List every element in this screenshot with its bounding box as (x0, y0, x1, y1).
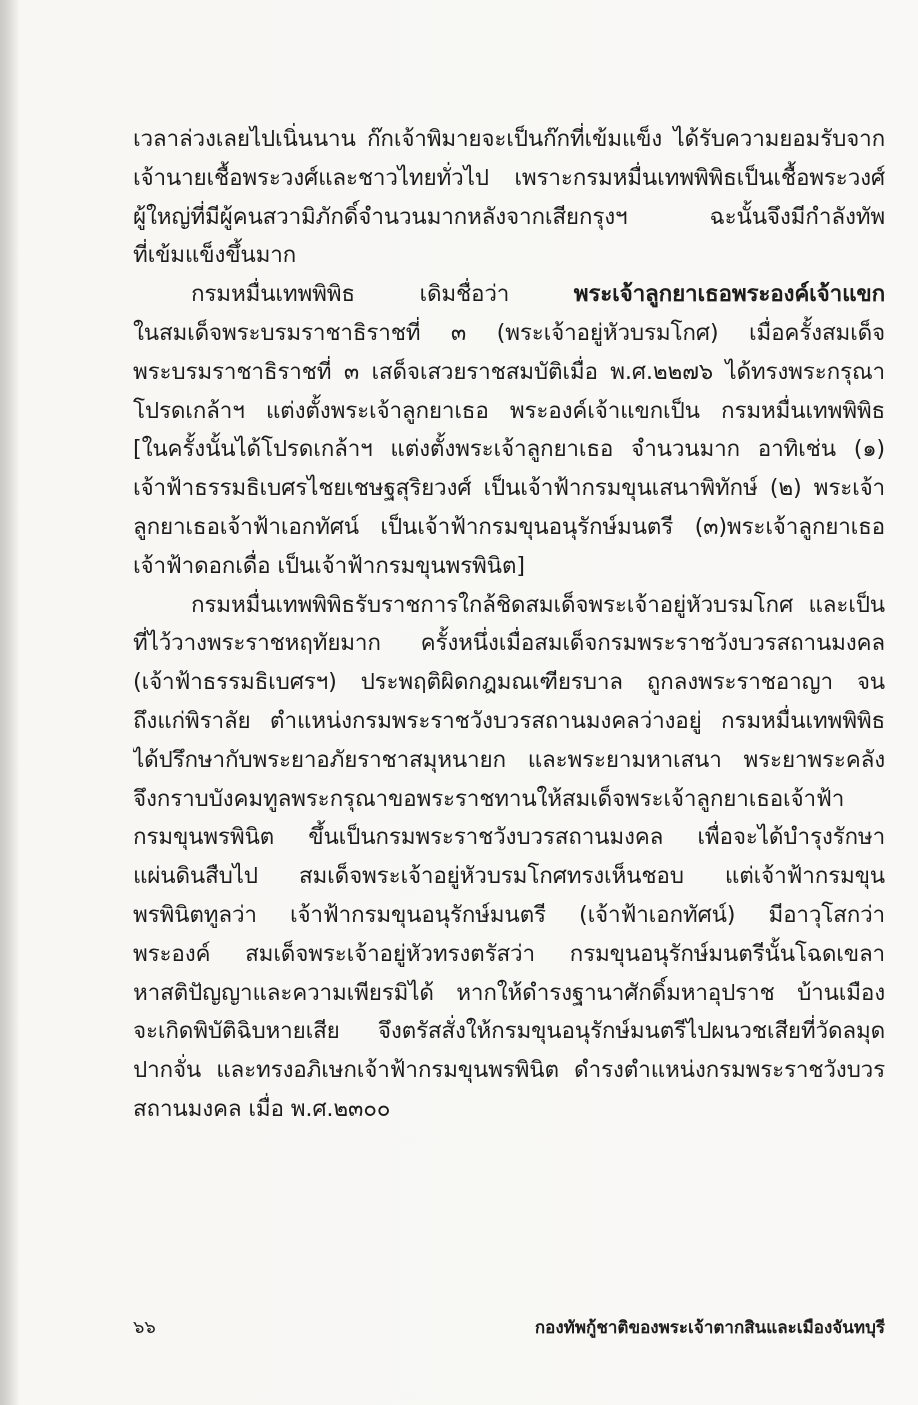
text-line: พรพินิตทูลว่า เจ้าฟ้ากรมขุนอนุรักษ์มนตรี (เจ้าฟ้าเอกทัศน์) มีอาวุโสกว่า (133, 901, 885, 928)
text-line: เจ้านายเชื้อพระวงศ์และชาวไทยทั่วไป เพราะกรมหมื่นเทพพิพิธเป็นเชื้อพระวงศ์ (133, 164, 885, 191)
text-line: จึงกราบบังคมทูลพระกรุณาขอพระราชทานให้สมเด็จพระเจ้าลูกยาเธอเจ้าฟ้า (133, 785, 845, 812)
binding-shadow (0, 0, 20, 1405)
text-line: พระองค์ สมเด็จพระเจ้าอยู่หัวทรงตรัสว่า กรมขุนอนุรักษ์มนตรีนั้นโฉดเขลา (133, 940, 885, 967)
text-line: ผู้ใหญ่ที่มีผู้คนสวามิภักดิ์จำนวนมากหลังจากเสียกรุงฯ ฉะนั้นจึงมีกำลังทัพ (133, 203, 885, 230)
text-line: เจ้าฟ้าดอกเดื่อ เป็นเจ้าฟ้ากรมขุนพรพินิต] (133, 552, 525, 579)
text-line: เวลาล่วงเลยไปเนิ่นนาน ก๊กเจ้าพิมายจะเป็นก๊กที่เข้มแข็ง ได้รับความยอมรับจาก (133, 126, 885, 152)
paragraph-first-line (133, 275, 885, 314)
text-line: แผ่นดินสืบไป สมเด็จพระเจ้าอยู่หัวบรมโกศทรงเห็นชอบ แต่เจ้าฟ้ากรมขุน (133, 863, 885, 890)
text-line: [ในครั้งนั้นได้โปรดเกล้าฯ แต่งตั้งพระเจ้าลูกยาเธอ จำนวนมาก อาทิเช่น (๑) (133, 436, 885, 463)
text-line: พระบรมราชาธิราชที่ ๓ เสด็จเสวยราชสมบัติเมื่อ พ.ศ.๒๒๗๖ ได้ทรงพระกรุณา (133, 358, 885, 385)
text-line: ลูกยาเธอเจ้าฟ้าเอกทัศน์ เป็นเจ้าฟ้ากรมขุนอนุรักษ์มนตรี (๓)พระเจ้าลูกยาเธอ (133, 513, 885, 540)
page-number: ๖๖ (133, 1317, 156, 1338)
text-line: ถึงแก่พิราลัย ตำแหน่งกรมพระราชวังบวรสถานมงคลว่างอยู่ กรมหมื่นเทพพิพิธ (133, 707, 885, 734)
text-line: จะเกิดพิบัติฉิบหายเสีย จึงตรัสสั่งให้กรมขุนอนุรักษ์มนตรีไปผนวชเสียที่วัดลมุด (133, 1018, 885, 1045)
text-line: โปรดเกล้าฯ แต่งตั้งพระเจ้าลูกยาเธอ พระองค์เจ้าแขกเป็น กรมหมื่นเทพพิพิธ (133, 397, 885, 424)
paragraph-intro-text: กรมหมื่นเทพพิพิธ เดิมชื่อว่า (191, 281, 574, 308)
text-line: ปากจั่น และทรงอภิเษกเจ้าฟ้ากรมขุนพรพินิต ดำรงตำแหน่งกรมพระราชวังบวร (133, 1057, 885, 1084)
text-line: ได้ปรึกษากับพระยาอภัยราชาสมุหนายก และพระยามหาเสนา พระยาพระคลัง (133, 746, 885, 773)
page-footer (133, 1313, 885, 1343)
text-line: กรมขุนพรพินิต ขึ้นเป็นกรมพระราชวังบวรสถานมงคล เพื่อจะได้บำรุงรักษา (133, 824, 885, 851)
text-line: (เจ้าฟ้าธรรมธิเบศรฯ) ประพฤติผิดกฎมณเฑียรบาล ถูกลงพระราชอาญา จน (133, 669, 885, 696)
text-line: ที่ไว้วางพระราชหฤทัยมาก ครั้งหนึ่งเมื่อสมเด็จกรมพระราชวังบวรสถานมงคล (133, 630, 885, 657)
text-line: ในสมเด็จพระบรมราชาธิราชที่ ๓ (พระเจ้าอยู่หัวบรมโกศ) เมื่อครั้งสมเด็จ (133, 319, 885, 346)
prince-name-bold: พระเจ้าลูกยาเธอพระองค์เจ้าแขก (573, 281, 885, 308)
text-line: ที่เข้มแข็งขึ้นมาก (133, 242, 297, 269)
text-line: หาสติปัญญาและความเพียรมิได้ หากให้ดำรงฐานาศักดิ์มหาอุปราช บ้านเมือง (133, 979, 885, 1006)
text-line: เจ้าฟ้าธรรมธิเบศรไชยเชษฐสุริยวงศ์ เป็นเจ้าฟ้ากรมขุนเสนาพิทักษ์ (๒) พระเจ้า (133, 475, 885, 502)
body-text (133, 120, 885, 1129)
running-title: กองทัพกู้ชาติของพระเจ้าตากสินและเมืองจันทบุรี (534, 1318, 885, 1338)
paragraph-first-line: กรมหมื่นเทพพิพิธรับราชการใกล้ชิดสมเด็จพระเจ้าอยู่หัวบรมโกศ และเป็น (191, 591, 885, 618)
text-line: สถานมงคล เมื่อ พ.ศ.๒๓๐๐ (133, 1095, 391, 1122)
